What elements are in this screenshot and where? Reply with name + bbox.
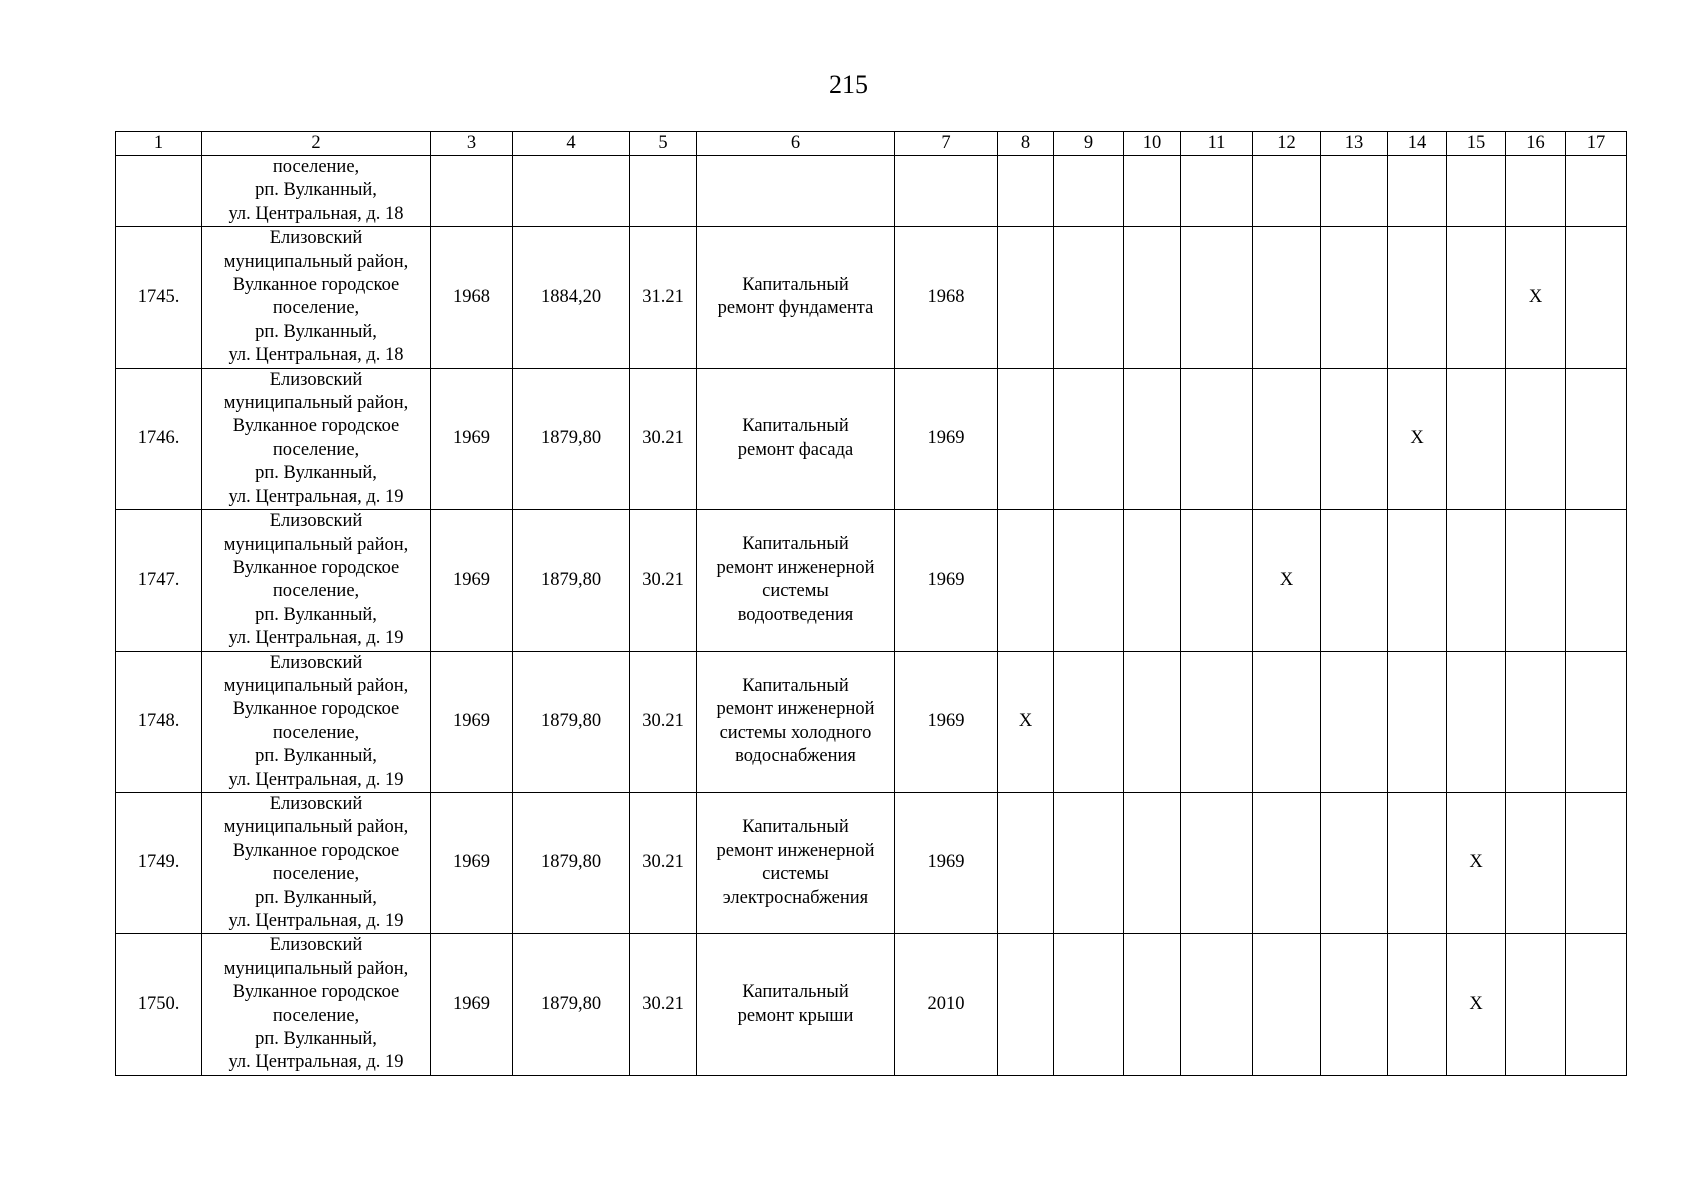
wear-cell: 30.21 bbox=[630, 510, 697, 651]
area-cell: 1884,20 bbox=[513, 227, 630, 368]
address-cell-line: Вулканное городское bbox=[232, 416, 400, 437]
empty-cell bbox=[895, 156, 998, 227]
empty-cell bbox=[1181, 934, 1253, 1075]
address-cell-line: муниципальный район, bbox=[223, 958, 409, 979]
address-cell bbox=[202, 510, 431, 651]
address-cell-line: поселение, bbox=[272, 722, 360, 743]
empty-cell bbox=[1124, 934, 1181, 1075]
last-repair-year-cell: 1969 bbox=[895, 510, 998, 651]
work-type-cell-line: системы bbox=[762, 581, 829, 602]
column-number: 10 bbox=[1124, 132, 1181, 156]
last-repair-year-cell: 1969 bbox=[895, 792, 998, 933]
work-type-cell bbox=[697, 368, 895, 509]
empty-cell bbox=[1447, 368, 1506, 509]
empty-cell bbox=[1124, 227, 1181, 368]
work-type-cell bbox=[697, 510, 895, 651]
table-row bbox=[116, 651, 1627, 792]
empty-cell bbox=[1124, 792, 1181, 933]
empty-cell bbox=[1447, 227, 1506, 368]
empty-cell bbox=[1447, 510, 1506, 651]
work-type-cell-line: Капитальный bbox=[742, 675, 849, 696]
row-number-cell: 1748. bbox=[116, 651, 202, 792]
empty-cell bbox=[1506, 792, 1566, 933]
address-cell-line: ул. Центральная, д. 19 bbox=[228, 911, 404, 931]
empty-cell bbox=[697, 156, 895, 227]
table-row bbox=[116, 227, 1627, 368]
table-row bbox=[116, 792, 1627, 933]
empty-cell bbox=[1124, 368, 1181, 509]
empty-cell bbox=[1566, 227, 1627, 368]
empty-cell bbox=[1253, 156, 1321, 227]
empty-cell bbox=[998, 934, 1054, 1075]
column-number: 15 bbox=[1447, 132, 1506, 156]
empty-cell bbox=[1321, 227, 1388, 368]
address-cell-line: Елизовский bbox=[269, 369, 363, 390]
address-cell bbox=[202, 227, 431, 368]
empty-cell bbox=[1566, 792, 1627, 933]
work-type-cell-line: водоснабжения bbox=[735, 746, 856, 767]
work-type-cell-line: ремонт инженерной bbox=[716, 699, 875, 720]
work-type-cell-line: ремонт инженерной bbox=[716, 840, 875, 861]
year-built-cell: 1969 bbox=[431, 651, 513, 792]
empty-cell bbox=[1566, 156, 1627, 227]
empty-cell bbox=[1566, 510, 1627, 651]
last-repair-year-cell: 1968 bbox=[895, 227, 998, 368]
table-row bbox=[116, 368, 1627, 509]
empty-cell bbox=[1181, 368, 1253, 509]
address-cell-line: рп. Вулканный, bbox=[255, 463, 377, 484]
work-type-cell-line: электроснабжения bbox=[722, 887, 869, 908]
empty-cell bbox=[1253, 651, 1321, 792]
column-number: 7 bbox=[895, 132, 998, 156]
last-repair-year-cell: 2010 bbox=[895, 934, 998, 1075]
empty-cell bbox=[1506, 510, 1566, 651]
empty-cell bbox=[1124, 156, 1181, 227]
empty-cell bbox=[1253, 792, 1321, 933]
empty-cell bbox=[1388, 510, 1447, 651]
address-cell-line: Елизовский bbox=[269, 228, 363, 249]
empty-cell bbox=[1054, 510, 1124, 651]
empty-cell bbox=[1566, 651, 1627, 792]
area-cell: 1879,80 bbox=[513, 792, 630, 933]
empty-cell bbox=[1388, 651, 1447, 792]
year-built-cell: 1969 bbox=[431, 368, 513, 509]
address-cell-line: Вулканное городское bbox=[232, 699, 400, 720]
area-cell: 1879,80 bbox=[513, 510, 630, 651]
address-cell-line: ул. Центральная, д. 19 bbox=[228, 769, 404, 790]
work-type-cell bbox=[697, 651, 895, 792]
row-number-cell bbox=[116, 156, 202, 227]
wear-cell: 30.21 bbox=[630, 651, 697, 792]
year-built-cell: 1969 bbox=[431, 510, 513, 651]
row-number-cell: 1747. bbox=[116, 510, 202, 651]
address-cell-line: рп. Вулканный, bbox=[255, 321, 377, 342]
repair-register-table bbox=[115, 131, 1627, 1076]
row-number-cell: 1745. bbox=[116, 227, 202, 368]
mark-cell: X bbox=[1447, 792, 1506, 933]
empty-cell bbox=[998, 368, 1054, 509]
table-row bbox=[116, 934, 1627, 1075]
empty-cell bbox=[1253, 227, 1321, 368]
address-cell-line: Вулканное городское bbox=[232, 557, 400, 578]
address-cell-line: поселение, bbox=[272, 157, 360, 177]
work-type-cell-line: Капитальный bbox=[742, 534, 849, 555]
empty-cell bbox=[1321, 651, 1388, 792]
column-number: 9 bbox=[1054, 132, 1124, 156]
mark-cell: X bbox=[1447, 934, 1506, 1075]
address-cell bbox=[202, 651, 431, 792]
address-cell-line: ул. Центральная, д. 18 bbox=[228, 345, 404, 366]
empty-cell bbox=[998, 227, 1054, 368]
area-cell: 1879,80 bbox=[513, 934, 630, 1075]
column-number: 14 bbox=[1388, 132, 1447, 156]
year-built-cell: 1969 bbox=[431, 934, 513, 1075]
mark-cell: X bbox=[1506, 227, 1566, 368]
work-type-cell-line: системы холодного bbox=[719, 722, 872, 743]
row-number-cell: 1749. bbox=[116, 792, 202, 933]
empty-cell bbox=[630, 156, 697, 227]
empty-cell bbox=[1321, 368, 1388, 509]
empty-cell bbox=[1447, 651, 1506, 792]
address-cell-line: муниципальный район, bbox=[223, 534, 409, 555]
address-cell-line: поселение, bbox=[272, 298, 360, 319]
column-number: 12 bbox=[1253, 132, 1321, 156]
address-cell-line: Елизовский bbox=[269, 935, 363, 956]
page-number: 215 bbox=[829, 70, 868, 99]
empty-cell bbox=[1388, 227, 1447, 368]
empty-cell bbox=[1321, 156, 1388, 227]
empty-cell bbox=[1054, 792, 1124, 933]
work-type-cell-line: водоотведения bbox=[737, 604, 854, 625]
last-repair-year-cell: 1969 bbox=[895, 368, 998, 509]
column-number: 2 bbox=[202, 132, 431, 156]
mark-cell: X bbox=[1253, 510, 1321, 651]
address-cell-line: муниципальный район, bbox=[223, 675, 409, 696]
empty-cell bbox=[1321, 792, 1388, 933]
address-cell bbox=[202, 156, 431, 227]
column-number: 8 bbox=[998, 132, 1054, 156]
work-type-cell-line: ремонт фасада bbox=[737, 439, 854, 460]
year-built-cell: 1968 bbox=[431, 227, 513, 368]
address-cell-line: муниципальный район, bbox=[223, 817, 409, 838]
empty-cell bbox=[1388, 934, 1447, 1075]
empty-cell bbox=[1181, 227, 1253, 368]
wear-cell: 30.21 bbox=[630, 934, 697, 1075]
table-body bbox=[116, 132, 1627, 1076]
empty-cell bbox=[1566, 934, 1627, 1075]
column-number: 17 bbox=[1566, 132, 1627, 156]
address-cell-line: поселение, bbox=[272, 1005, 360, 1026]
mark-cell: X bbox=[1388, 368, 1447, 509]
wear-cell: 30.21 bbox=[630, 792, 697, 933]
empty-cell bbox=[1181, 510, 1253, 651]
empty-cell bbox=[1388, 792, 1447, 933]
address-cell-line: Вулканное городское bbox=[232, 840, 400, 861]
address-cell-line: Елизовский bbox=[269, 793, 363, 814]
empty-cell bbox=[1054, 651, 1124, 792]
address-cell bbox=[202, 368, 431, 509]
address-cell-line: муниципальный район, bbox=[223, 393, 409, 414]
work-type-cell-line: Капитальный bbox=[742, 817, 849, 838]
empty-cell bbox=[1054, 368, 1124, 509]
address-cell-line: рп. Вулканный, bbox=[255, 887, 377, 908]
address-cell-line: ул. Центральная, д. 19 bbox=[228, 486, 404, 507]
address-cell-line: поселение, bbox=[272, 864, 360, 885]
address-cell-line: Елизовский bbox=[269, 511, 363, 532]
empty-cell bbox=[1321, 510, 1388, 651]
work-type-cell-line: ремонт крыши bbox=[737, 1005, 854, 1026]
wear-cell: 31.21 bbox=[630, 227, 697, 368]
mark-cell: X bbox=[998, 651, 1054, 792]
work-type-cell-line: системы bbox=[762, 864, 829, 885]
address-cell-line: Елизовский bbox=[269, 652, 363, 673]
empty-cell bbox=[998, 156, 1054, 227]
address-cell-line: поселение, bbox=[272, 439, 360, 460]
empty-cell bbox=[1253, 368, 1321, 509]
empty-cell bbox=[1181, 651, 1253, 792]
address-cell-line: рп. Вулканный, bbox=[255, 746, 377, 767]
empty-cell bbox=[1566, 368, 1627, 509]
address-cell-line: поселение, bbox=[272, 581, 360, 602]
address-cell-line: ул. Центральная, д. 18 bbox=[228, 203, 404, 224]
address-cell-line: ул. Центральная, д. 19 bbox=[228, 628, 404, 649]
work-type-cell-line: ремонт фундамента bbox=[717, 298, 874, 319]
empty-cell bbox=[1181, 792, 1253, 933]
work-type-cell-line: Капитальный bbox=[742, 982, 849, 1003]
column-number: 6 bbox=[697, 132, 895, 156]
address-cell-line: рп. Вулканный, bbox=[255, 180, 377, 201]
work-type-cell bbox=[697, 934, 895, 1075]
empty-cell bbox=[1506, 651, 1566, 792]
row-number-cell: 1746. bbox=[116, 368, 202, 509]
area-cell: 1879,80 bbox=[513, 368, 630, 509]
address-cell-line: ул. Центральная, д. 19 bbox=[228, 1052, 404, 1073]
empty-cell bbox=[1124, 651, 1181, 792]
empty-cell bbox=[1506, 934, 1566, 1075]
empty-cell bbox=[513, 156, 630, 227]
empty-cell bbox=[1054, 227, 1124, 368]
address-cell-line: Вулканное городское bbox=[232, 982, 400, 1003]
last-repair-year-cell: 1969 bbox=[895, 651, 998, 792]
address-cell bbox=[202, 792, 431, 933]
address-cell-line: муниципальный район, bbox=[223, 251, 409, 272]
empty-cell bbox=[1447, 156, 1506, 227]
work-type-cell-line: Капитальный bbox=[742, 416, 849, 437]
empty-cell bbox=[431, 156, 513, 227]
empty-cell bbox=[1506, 156, 1566, 227]
address-cell-line: Вулканное городское bbox=[232, 275, 400, 296]
empty-cell bbox=[998, 792, 1054, 933]
empty-cell bbox=[1388, 156, 1447, 227]
column-number: 3 bbox=[431, 132, 513, 156]
address-cell-line: рп. Вулканный, bbox=[255, 1029, 377, 1050]
empty-cell bbox=[1181, 156, 1253, 227]
year-built-cell: 1969 bbox=[431, 792, 513, 933]
column-number: 16 bbox=[1506, 132, 1566, 156]
work-type-cell bbox=[697, 227, 895, 368]
empty-cell bbox=[1124, 510, 1181, 651]
empty-cell bbox=[1506, 368, 1566, 509]
column-number: 11 bbox=[1181, 132, 1253, 156]
empty-cell bbox=[998, 510, 1054, 651]
column-number: 4 bbox=[513, 132, 630, 156]
table-row bbox=[116, 510, 1627, 651]
empty-cell bbox=[1054, 934, 1124, 1075]
work-type-cell-line: ремонт инженерной bbox=[716, 557, 875, 578]
column-number-row bbox=[116, 132, 1627, 156]
empty-cell bbox=[1321, 934, 1388, 1075]
continuation-row bbox=[116, 156, 1627, 227]
address-cell bbox=[202, 934, 431, 1075]
column-number: 13 bbox=[1321, 132, 1388, 156]
area-cell: 1879,80 bbox=[513, 651, 630, 792]
row-number-cell: 1750. bbox=[116, 934, 202, 1075]
address-cell-line: рп. Вулканный, bbox=[255, 604, 377, 625]
column-number: 1 bbox=[116, 132, 202, 156]
column-number: 5 bbox=[630, 132, 697, 156]
empty-cell bbox=[1253, 934, 1321, 1075]
wear-cell: 30.21 bbox=[630, 368, 697, 509]
work-type-cell-line: Капитальный bbox=[742, 274, 849, 295]
empty-cell bbox=[1054, 156, 1124, 227]
work-type-cell bbox=[697, 792, 895, 933]
